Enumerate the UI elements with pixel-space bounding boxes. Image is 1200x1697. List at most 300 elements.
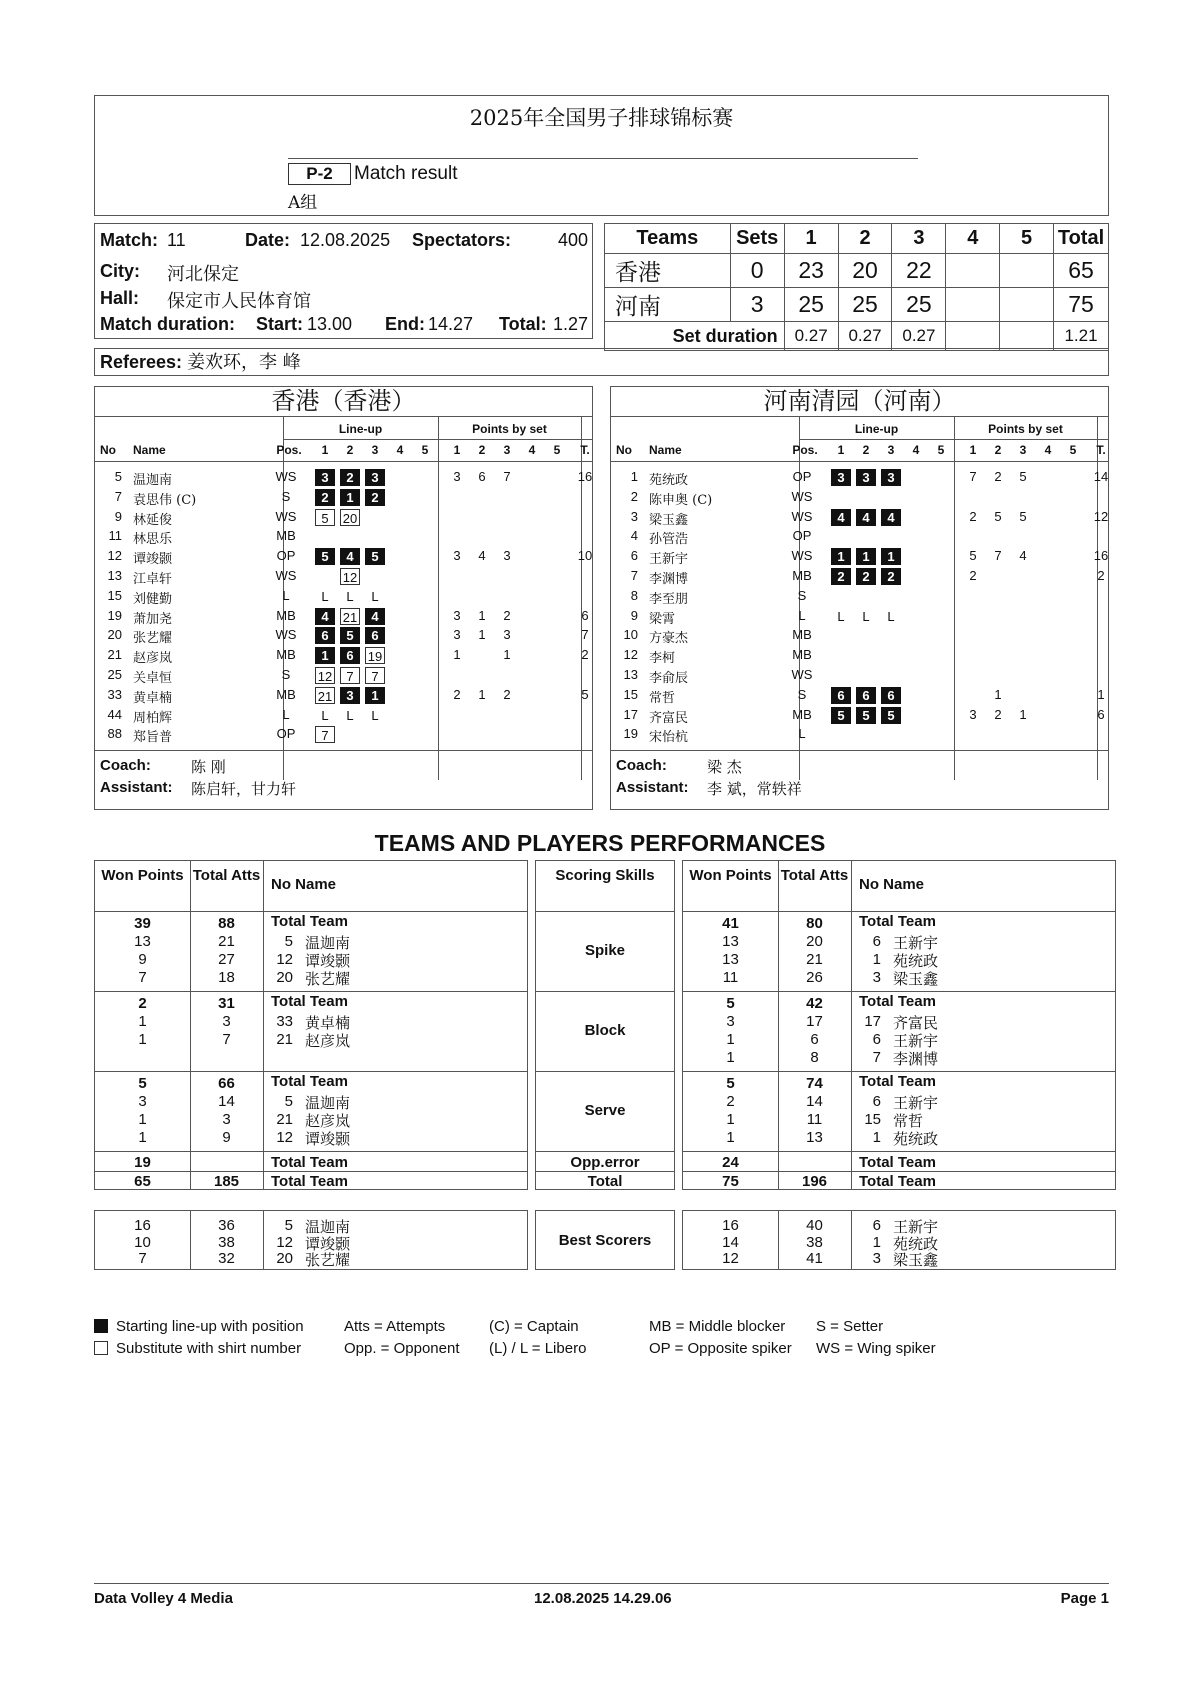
- player-row: [611, 705, 1108, 725]
- player-row: [611, 586, 1108, 606]
- set-points: 7: [969, 469, 977, 484]
- team-won-points: 5: [726, 1075, 735, 1092]
- set-score: 25: [784, 288, 838, 322]
- player-row: [611, 507, 1108, 527]
- lineup-cell: 21: [315, 687, 335, 704]
- set-points: 5: [994, 508, 1002, 524]
- player-name: 孙管浩: [649, 532, 689, 548]
- player-name: 王新宇: [893, 1094, 939, 1112]
- player-number: 21: [107, 647, 122, 663]
- set-points: 1: [478, 627, 486, 643]
- player-total-atts: 11: [806, 1111, 823, 1129]
- referees-label: Referees:: [100, 352, 183, 372]
- perf-divider: [536, 1171, 674, 1172]
- player-number: 17: [623, 706, 638, 722]
- footer-timestamp: 12.08.2025 14.29.06: [534, 1590, 672, 1607]
- score-row-team-a: [605, 254, 1109, 288]
- lineup-cell: 6: [881, 687, 901, 704]
- lineup-cell: 3: [831, 469, 851, 486]
- player-number: 6: [872, 1217, 881, 1234]
- player-won-points: 3: [138, 1093, 147, 1110]
- set-score: [1000, 288, 1054, 322]
- points-by-set-label: Points by set: [472, 422, 547, 436]
- lineup-cell: L: [346, 588, 354, 604]
- set-score: [946, 288, 1000, 322]
- page-code: P-2: [288, 163, 351, 185]
- legend-text: S = Setter: [816, 1318, 884, 1335]
- player-name: 张艺耀: [133, 631, 173, 647]
- set-points: 1: [503, 647, 511, 663]
- player-number: 6: [872, 1031, 881, 1049]
- lineup-cell: 1: [831, 548, 851, 565]
- team-title: 河南清园（河南）: [611, 387, 1108, 417]
- player-total-atts: 9: [222, 1129, 231, 1147]
- header-no-name: No Name: [271, 876, 337, 893]
- score-header: 5: [1000, 224, 1054, 254]
- best-won-points: 14: [722, 1233, 739, 1251]
- player-number: 20: [276, 1250, 293, 1267]
- lineup-cell: 12: [315, 667, 335, 684]
- player-number: 12: [276, 1129, 293, 1147]
- lineup-cell: 6: [315, 627, 335, 644]
- lineup-cell: L: [321, 707, 329, 723]
- set-points: 2: [969, 508, 977, 524]
- set-points: 7: [503, 469, 511, 484]
- lineup-cell: 3: [315, 469, 335, 486]
- set-duration-total: 1.21: [1054, 322, 1109, 351]
- col-points-set: 5: [1069, 443, 1077, 457]
- player-name: 苑统政: [649, 473, 689, 488]
- coach-name: 陈 刚: [191, 758, 226, 776]
- player-row: [95, 507, 592, 527]
- player-name: 常哲: [649, 690, 676, 706]
- player-position: WS: [791, 508, 813, 524]
- player-row: [611, 685, 1108, 705]
- player-row: [95, 586, 592, 606]
- set-points: 5: [1019, 469, 1027, 484]
- lineup-cell: 1: [315, 647, 335, 664]
- lineup-cell: 3: [340, 687, 360, 704]
- lineup-cell: 3: [365, 469, 385, 486]
- best-total-atts: 38: [218, 1233, 235, 1251]
- player-won-points: 1: [726, 1111, 735, 1129]
- player-position: WS: [275, 568, 297, 583]
- player-position: WS: [791, 488, 813, 504]
- total-duration: 1.27: [553, 314, 589, 334]
- player-won-points: 3: [726, 1013, 735, 1030]
- perf-divider: [683, 1071, 1115, 1072]
- player-number: 5: [284, 1093, 293, 1110]
- score-header-row: [605, 224, 1109, 254]
- player-name: 林延俊: [133, 512, 173, 528]
- group-label: A组: [288, 193, 318, 213]
- player-number: 12: [276, 951, 293, 969]
- coach-label: Coach:: [100, 757, 151, 774]
- opp-error-points: 19: [134, 1154, 151, 1171]
- player-position: MB: [792, 627, 812, 643]
- player-name: 李至朋: [649, 591, 689, 607]
- player-name: 梁玉鑫: [893, 970, 939, 989]
- city-value: 河北保定: [167, 264, 239, 285]
- player-number: 15: [864, 1111, 881, 1129]
- score-header: 1: [784, 224, 838, 254]
- player-name: 周柏辉: [133, 710, 173, 726]
- set-points: 2: [969, 568, 977, 583]
- player-won-points: 1: [726, 1129, 735, 1147]
- lineup-cell: L: [371, 707, 379, 723]
- player-row: [95, 526, 592, 546]
- player-won-points: 1: [138, 1031, 147, 1049]
- spectators-count: 400: [558, 230, 589, 250]
- player-name: 谭竣颢: [133, 552, 173, 568]
- assistant-label: Assistant:: [616, 779, 689, 796]
- referees-bar: [94, 348, 1109, 376]
- player-total: 16: [577, 469, 593, 484]
- legend-text: Atts = Attempts: [344, 1318, 446, 1335]
- lineup-cell: 1: [365, 687, 385, 704]
- lineup-cell: 2: [856, 568, 876, 585]
- perf-divider: [536, 911, 674, 912]
- player-number: 12: [276, 1233, 293, 1251]
- opp-error-points: 24: [722, 1154, 739, 1171]
- best-won-points: 12: [722, 1250, 739, 1267]
- player-row: [95, 566, 592, 586]
- player-number: 13: [623, 667, 638, 682]
- player-total-atts: 3: [222, 1013, 231, 1030]
- player-position: MB: [792, 706, 812, 722]
- player-name: 温迦南: [305, 1094, 351, 1112]
- set-points: 1: [994, 686, 1002, 702]
- set-points: 2: [503, 686, 511, 702]
- player-row: [95, 546, 592, 566]
- perf-divider: [95, 911, 527, 912]
- player-name: 常哲: [893, 1112, 924, 1131]
- lineup-cell: 5: [365, 548, 385, 565]
- score-header: Sets: [730, 224, 784, 254]
- lineup-cell: 6: [856, 687, 876, 704]
- set-points: 1: [453, 647, 461, 663]
- perf-divider: [536, 1071, 674, 1072]
- set-points: 3: [453, 469, 461, 484]
- player-total: 12: [1093, 508, 1109, 524]
- player-total: 1: [1097, 686, 1105, 702]
- player-name: 黄卓楠: [133, 690, 173, 706]
- perf-divider: [536, 1151, 674, 1152]
- points-by-set-label: Points by set: [988, 422, 1063, 436]
- player-total: 7: [581, 627, 589, 643]
- col-points-set: 2: [994, 443, 1002, 457]
- performance-title: TEAMS AND PLAYERS PERFORMANCES: [374, 830, 826, 856]
- player-number: 15: [107, 587, 122, 603]
- player-position: OP: [276, 548, 296, 564]
- total-team-label: Total Team: [271, 993, 348, 1010]
- col-points-set: 2: [478, 443, 486, 457]
- player-name: 张艺耀: [305, 1251, 351, 1269]
- lineup-cell: L: [887, 608, 895, 624]
- player-won-points: 13: [134, 933, 151, 950]
- player-number: 20: [276, 969, 293, 987]
- set-points: 2: [994, 469, 1002, 484]
- player-won-points: 1: [726, 1049, 735, 1067]
- player-position: MB: [792, 568, 812, 583]
- player-total-atts: 14: [806, 1093, 823, 1110]
- set-points: 2: [453, 686, 461, 702]
- player-name: 苑统政: [893, 952, 939, 971]
- total-label: Total:: [499, 314, 547, 334]
- lineup-cell: 4: [856, 509, 876, 526]
- player-row: [611, 606, 1108, 626]
- player-number: 5: [284, 933, 293, 950]
- legend-starting: [94, 1318, 304, 1335]
- performance-skills: [535, 860, 675, 1190]
- player-row: [611, 645, 1108, 665]
- lineup-cell: 7: [315, 726, 335, 743]
- player-number: 1: [872, 951, 881, 969]
- player-total-atts: 26: [806, 969, 823, 987]
- player-total-atts: 17: [806, 1013, 823, 1030]
- lineup-cell: L: [321, 588, 329, 604]
- team-total-atts: 80: [806, 915, 823, 932]
- end-label: End:: [385, 314, 425, 334]
- player-number: 6: [630, 548, 638, 564]
- player-row: [95, 665, 592, 685]
- skill-label: Block: [584, 1022, 626, 1039]
- player-name: 关卓恒: [133, 671, 173, 686]
- player-row: [95, 625, 592, 645]
- player-name: 苑统政: [893, 1130, 939, 1149]
- player-name: 谭竣颢: [305, 952, 351, 971]
- match-date: 12.08.2025: [300, 230, 391, 250]
- team-total-atts: 31: [218, 995, 235, 1012]
- team-won-points: 41: [722, 915, 739, 932]
- player-total-atts: 8: [810, 1049, 819, 1067]
- col-lineup-set: 5: [421, 443, 429, 457]
- performance-team-a: [94, 860, 528, 1190]
- player-position: S: [281, 488, 291, 504]
- team-name: 河南: [605, 288, 731, 322]
- player-name: 林思乐: [133, 532, 173, 548]
- assistant-names: 陈启轩，甘力轩: [191, 780, 297, 798]
- player-total-atts: 20: [806, 933, 823, 950]
- player-number: 3: [872, 1250, 881, 1267]
- header-divider: [95, 461, 592, 462]
- col-lineup-set: 2: [346, 443, 354, 457]
- set-duration: 0.27: [784, 322, 838, 351]
- set-points: 7: [994, 548, 1002, 564]
- player-name: 温迦南: [305, 934, 351, 952]
- score-header: 4: [946, 224, 1000, 254]
- player-name: 萧加尧: [133, 611, 173, 627]
- player-number: 7: [630, 568, 638, 583]
- player-row: [95, 705, 592, 725]
- lineup-label: Line-up: [338, 422, 383, 436]
- player-name: 赵彦岚: [305, 1112, 351, 1131]
- perf-divider: [95, 1071, 527, 1072]
- set-score: 25: [892, 288, 946, 322]
- score-row-team-b: [605, 288, 1109, 322]
- footer-source: Data Volley 4 Media: [94, 1590, 233, 1607]
- player-number: 9: [114, 508, 122, 524]
- player-total-atts: 7: [222, 1031, 231, 1049]
- player-row: [611, 665, 1108, 685]
- player-row: [611, 625, 1108, 645]
- player-name: 赵彦岚: [305, 1032, 351, 1051]
- player-row: [95, 606, 592, 626]
- perf-divider: [95, 1151, 527, 1152]
- team-won-points: 39: [134, 915, 151, 932]
- player-won-points: 1: [726, 1031, 735, 1049]
- report-header: [94, 95, 1109, 216]
- col-lineup-set: 5: [937, 443, 945, 457]
- lineup-label: Line-up: [854, 422, 899, 436]
- lineup-cell: 4: [881, 509, 901, 526]
- lineup-cell: L: [371, 588, 379, 604]
- player-number: 5: [114, 469, 122, 484]
- set-points: 3: [503, 627, 511, 643]
- player-number: 21: [276, 1031, 293, 1049]
- score-header: Teams: [605, 224, 731, 254]
- player-position: S: [797, 587, 807, 603]
- set-points: 3: [453, 627, 461, 643]
- lineup-cell: 5: [340, 627, 360, 644]
- total-team-label: Total Team: [859, 993, 936, 1010]
- lineup-cell: 5: [881, 707, 901, 724]
- set-score: 23: [784, 254, 838, 288]
- player-name: 方豪杰: [649, 631, 689, 647]
- player-number: 1: [872, 1129, 881, 1147]
- perf-divider: [95, 991, 527, 992]
- lineup-cell: 1: [881, 548, 901, 565]
- perf-divider: [536, 991, 674, 992]
- set-score: [946, 254, 1000, 288]
- player-row: [95, 685, 592, 705]
- col-lineup-set: 1: [837, 443, 845, 457]
- col-pos: Pos.: [792, 443, 818, 457]
- legend-text: Starting line-up with position: [116, 1318, 304, 1335]
- set-points: 3: [453, 607, 461, 623]
- player-name: 王新宇: [649, 552, 689, 568]
- perf-divider: [683, 1151, 1115, 1152]
- sets-won: 3: [730, 288, 784, 322]
- perf-divider: [95, 1171, 527, 1172]
- coach-divider: [611, 750, 1108, 751]
- player-number: 19: [107, 607, 122, 623]
- player-won-points: 9: [138, 951, 147, 969]
- player-name: 宋怡杭: [649, 730, 689, 746]
- player-position: MB: [276, 647, 296, 663]
- best-scorers-team-b: [682, 1210, 1116, 1270]
- team-title: 香港（香港）: [95, 387, 592, 417]
- player-number: 7: [872, 1049, 881, 1067]
- player-number: 11: [108, 528, 122, 544]
- player-number: 3: [872, 969, 881, 987]
- col-points-set: 3: [503, 443, 511, 457]
- player-won-points: 13: [722, 933, 739, 950]
- set-points: 3: [453, 548, 461, 564]
- player-name: 王新宇: [893, 934, 939, 952]
- player-name: 黄卓楠: [305, 1014, 351, 1032]
- col-lineup-set: 3: [371, 443, 379, 457]
- header-total-atts: Total Atts: [780, 867, 849, 884]
- team-won-points: 2: [138, 995, 147, 1012]
- legend-text: OP = Opposite spiker: [649, 1340, 792, 1357]
- player-row: [611, 546, 1108, 566]
- city-label: City:: [100, 261, 140, 281]
- set-score: [1000, 254, 1054, 288]
- player-row: [611, 487, 1108, 507]
- lineup-cell: 5: [315, 509, 335, 526]
- set-points: 1: [478, 686, 486, 702]
- col-lineup-set: 4: [912, 443, 920, 457]
- col-total: T.: [1096, 443, 1106, 457]
- lineup-cell: 2: [881, 568, 901, 585]
- legend-text: Substitute with shirt number: [116, 1340, 302, 1357]
- set-points: 2: [503, 607, 511, 623]
- lineup-cell: 19: [365, 647, 385, 664]
- assistant-names: 李 斌，常轶祥: [707, 780, 802, 798]
- set-points: 4: [478, 548, 486, 564]
- best-total-atts: 32: [218, 1250, 235, 1267]
- total-team-label: Total Team: [271, 913, 348, 930]
- player-position: L: [282, 587, 290, 603]
- col-points-set: 4: [1044, 443, 1052, 457]
- total-team-label: Total Team: [859, 1154, 936, 1171]
- legend-text: WS = Wing spiker: [816, 1340, 936, 1357]
- roster-team-a: [94, 386, 593, 810]
- header-won-points: Won Points: [101, 867, 184, 884]
- player-total-atts: 14: [218, 1093, 235, 1110]
- player-won-points: 11: [722, 969, 739, 987]
- col-points-set: 1: [453, 443, 461, 457]
- set-points: 2: [994, 706, 1002, 722]
- perf-col-divider: [851, 1211, 852, 1269]
- player-row: [95, 487, 592, 507]
- player-position: WS: [791, 667, 813, 682]
- duration-label: Match duration:: [100, 314, 235, 334]
- lineup-cell: 4: [831, 509, 851, 526]
- player-number: 20: [107, 627, 122, 643]
- player-name: 温迦南: [305, 1218, 351, 1236]
- player-number: 4: [630, 528, 638, 544]
- team-total-atts: 66: [218, 1075, 235, 1092]
- player-name: 李柯: [649, 651, 676, 667]
- player-number: 12: [107, 548, 122, 564]
- player-name: 李渊博: [893, 1050, 939, 1069]
- lineup-cell: 6: [365, 627, 385, 644]
- lineup-cell: 4: [315, 608, 335, 625]
- player-name: 郑旨普: [133, 730, 173, 746]
- player-position: S: [281, 667, 291, 682]
- set-score: 20: [838, 254, 892, 288]
- player-total-atts: 13: [806, 1129, 823, 1147]
- player-name: 李俞辰: [649, 671, 689, 686]
- set-duration-label: Set duration: [605, 322, 785, 351]
- player-name: 谭竣颢: [305, 1130, 351, 1149]
- match-info: [94, 223, 593, 339]
- lineup-cell: 6: [831, 687, 851, 704]
- player-total-atts: 21: [218, 933, 235, 950]
- assistant-label: Assistant:: [100, 779, 173, 796]
- header-won-points: Won Points: [689, 867, 772, 884]
- set-points: 6: [478, 469, 486, 484]
- match-number: 11: [167, 230, 186, 250]
- header-scoring-skills: Scoring Skills: [555, 867, 655, 884]
- player-name: 王新宇: [893, 1218, 939, 1236]
- legend-text: MB = Middle blocker: [649, 1318, 786, 1335]
- best-won-points: 16: [134, 1217, 151, 1234]
- player-row: [95, 645, 592, 665]
- player-position: L: [798, 726, 806, 742]
